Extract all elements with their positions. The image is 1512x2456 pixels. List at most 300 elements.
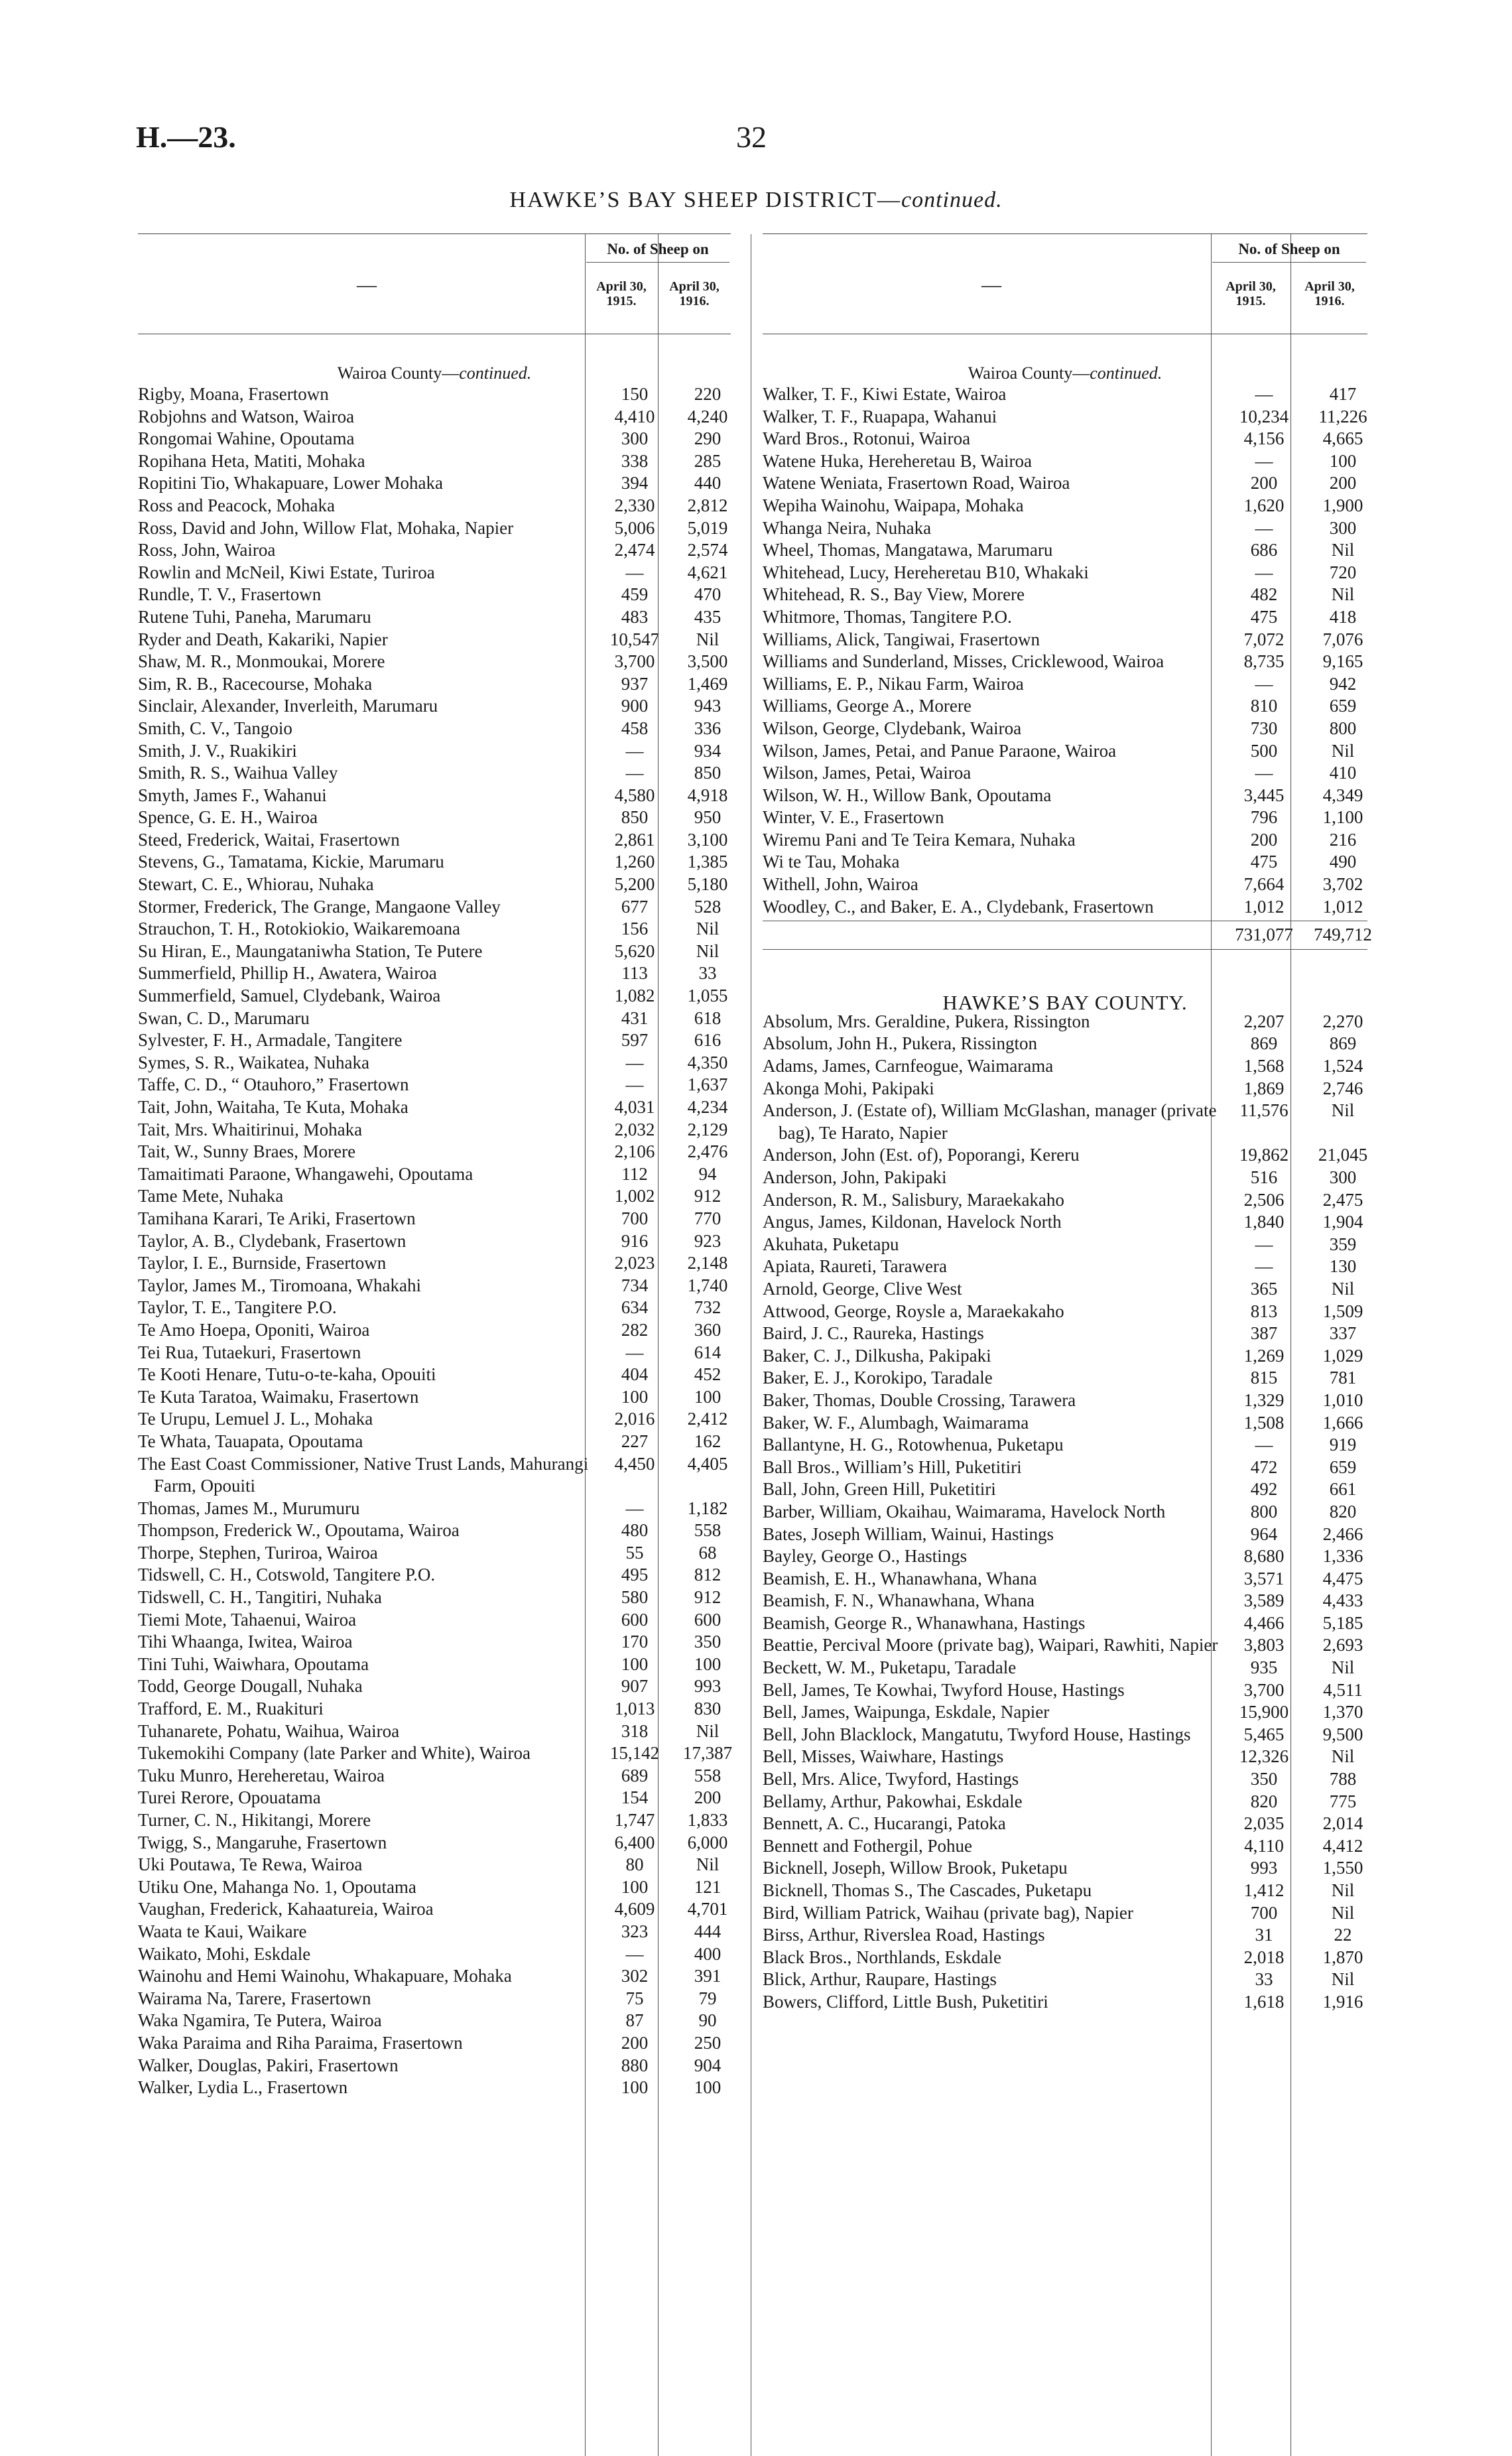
table-row [138, 1787, 731, 1809]
table-row [138, 1208, 731, 1230]
owner-name: Strauchon, T. H., Rotokiokio, Waikaremoana [138, 919, 460, 939]
table-row [138, 1898, 731, 1921]
sheep-1915: — [1255, 1234, 1273, 1254]
owner-name: Bennett, A. C., Hucarangi, Patoka [763, 1813, 1006, 1834]
sheep-1916: 444 [694, 1921, 722, 1941]
table-row [763, 1278, 1367, 1301]
owner-name: Tuku Munro, Hereheretau, Wairoa [138, 1765, 385, 1785]
table-row [763, 1301, 1367, 1323]
table-row [763, 1256, 1367, 1278]
owner-name: Wilson, James, Petai, Wairoa [763, 763, 972, 783]
sheep-1916: 4,475 [1322, 1568, 1363, 1588]
sheep-1915: 1,840 [1243, 1212, 1285, 1232]
owner-name: Bicknell, Joseph, Willow Brook, Puketapu [763, 1858, 1068, 1878]
sheep-1916: 1,469 [687, 673, 728, 694]
table-row [763, 851, 1367, 873]
sheep-1915: 4,031 [614, 1097, 655, 1117]
owner-name: Whitehead, R. S., Bay View, Morere [763, 584, 1025, 605]
sheep-1915: 394 [621, 473, 649, 493]
sheep-1916: 616 [694, 1030, 722, 1051]
sheep-1916: 923 [694, 1230, 722, 1251]
table-row [138, 807, 731, 829]
table-row [138, 1386, 731, 1409]
sheep-1915: 869 [1250, 1033, 1278, 1054]
owner-name: Bayley, George O., Hastings [763, 1546, 968, 1567]
sheep-1916: 452 [694, 1364, 722, 1385]
sheep-1916: 470 [694, 584, 722, 605]
table-row [763, 1234, 1367, 1256]
sheep-1915: 815 [1250, 1368, 1278, 1388]
sheep-1916: 2,746 [1322, 1078, 1363, 1098]
owner-name: Ball Bros., William’s Hill, Puketitiri [763, 1456, 1022, 1477]
table-row [138, 695, 731, 718]
owner-name: Su Hiran, E., Maungataniwha Station, Te Putere [138, 940, 483, 961]
sheep-1915: 475 [1250, 852, 1278, 872]
sheep-1916: 1,010 [1322, 1390, 1363, 1410]
sheep-1916: 4,433 [1322, 1590, 1363, 1611]
sheep-1916: 360 [694, 1319, 722, 1340]
sheep-1916: 435 [694, 606, 722, 627]
sheep-1916: Nil [1331, 1657, 1355, 1678]
sheep-1915: 11,576 [1239, 1100, 1289, 1121]
table-row [138, 1364, 731, 1386]
owner-name: Whanga Neira, Nuhaka [763, 517, 932, 538]
sheep-1916: 904 [694, 2055, 722, 2075]
table-row [763, 1412, 1367, 1435]
owner-name: Angus, James, Kildonan, Havelock North [763, 1212, 1062, 1232]
owner-name: Thompson, Frederick W., Opoutama, Wairoa [138, 1520, 460, 1541]
table-row [138, 1921, 731, 1943]
sheep-1916: 410 [1329, 763, 1357, 783]
sheep-1915: 404 [621, 1364, 649, 1385]
sheep-1915: 5,620 [614, 940, 655, 961]
left-divider [585, 234, 586, 2456]
table-row [763, 1390, 1367, 1412]
owner-name: Whitehead, Lucy, Hereheretau B10, Whakaki [763, 562, 1089, 582]
sheep-1915: 5,200 [614, 874, 655, 895]
table-row [763, 896, 1367, 919]
table-row [138, 873, 731, 896]
sheep-1915: 634 [621, 1297, 649, 1318]
owner-name: Anderson, John, Pakipaki [763, 1167, 947, 1187]
table-row [763, 1991, 1367, 2014]
sheep-1915: 730 [1250, 718, 1278, 738]
table-row [138, 1698, 731, 1720]
owner-name: Turei Rerore, Opouatama [138, 1787, 321, 1808]
sheep-1916: 1,055 [687, 986, 728, 1006]
owner-name: Black Bros., Northlands, Eskdale [763, 1947, 1001, 1967]
owner-name: Rowlin and McNeil, Kiwi Estate, Turiroa [138, 562, 435, 582]
sheep-1915: 580 [621, 1587, 649, 1608]
owner-name: Bell, John Blacklock, Mangatutu, Twyford House, Hastings [763, 1724, 1191, 1744]
sheep-1916: 94 [698, 1163, 717, 1184]
table-row [138, 851, 731, 873]
sheep-1915: 964 [1250, 1523, 1278, 1544]
sheep-1915: 15,142 [609, 1743, 660, 1764]
sheep-1916: 775 [1329, 1791, 1357, 1811]
sheep-1915: 31 [1255, 1925, 1273, 1945]
right-group-heading: No. of Sheep on [1212, 241, 1366, 263]
owner-name: Williams and Sunderland, Misses, Cricklewood, Wairoa [763, 651, 1165, 672]
sheep-1916: 661 [1329, 1479, 1357, 1500]
sheep-1915: 55 [625, 1542, 644, 1563]
sheep-1916: 659 [1329, 696, 1357, 716]
owner-name: Vaughan, Frederick, Kahaatureia, Wairoa [138, 1899, 434, 1919]
table-row [763, 1523, 1367, 1546]
table-row [138, 1275, 731, 1297]
sheep-1915: 1,269 [1243, 1345, 1285, 1366]
sheep-1916: 3,100 [687, 829, 728, 850]
owner-name: Taylor, I. E., Burnside, Frasertown [138, 1253, 387, 1273]
sheep-1915: 100 [621, 1876, 649, 1897]
table-row [763, 1033, 1367, 1055]
sheep-1916: 100 [694, 1653, 722, 1674]
total-1916: 749,712 [1314, 925, 1372, 945]
sheep-1915: 916 [621, 1230, 649, 1251]
right-name-header: — [981, 274, 1001, 296]
sheep-1915: 200 [1250, 829, 1278, 850]
table-row [138, 1453, 731, 1498]
table-row [763, 1367, 1367, 1390]
table-row [138, 2077, 731, 2099]
table-row [138, 673, 731, 696]
right-rows-hawkes-bay [763, 1011, 1367, 2014]
owner-name: Rutene Tuhi, Paneha, Marumaru [138, 606, 371, 627]
owner-name: Whitmore, Thomas, Tangitere P.O. [763, 606, 1012, 627]
left-name-header: — [357, 274, 377, 296]
sheep-1915: 820 [1250, 1791, 1278, 1811]
sheep-1915: 850 [621, 807, 649, 828]
sheep-1916: Nil [1331, 1902, 1355, 1923]
sheep-1916: 100 [1329, 450, 1357, 471]
owner-name: Ross, John, Wairoa [138, 540, 276, 560]
owner-name: Beckett, W. M., Puketapu, Taradale [763, 1657, 1017, 1678]
table-row [763, 1545, 1367, 1568]
sheep-1915: 200 [621, 2032, 649, 2053]
sheep-1916: 993 [694, 1676, 722, 1697]
owner-name: Anderson, John (Est. of), Poporangi, Kereru [763, 1145, 1080, 1165]
sheep-1915: 75 [625, 1988, 644, 2008]
table-row [763, 1813, 1367, 1835]
table-row [138, 629, 731, 651]
sheep-1916: Nil [1331, 740, 1355, 761]
owner-name: Robjohns and Watson, Wairoa [138, 406, 355, 426]
owner-name: Ropihana Heta, Matiti, Mohaka [138, 450, 365, 471]
sheep-1915: 100 [621, 1653, 649, 1674]
table-row [138, 896, 731, 919]
owner-name: Attwood, George, Roysle a, Maraekakaho [763, 1301, 1064, 1321]
sheep-1915: 2,032 [614, 1119, 655, 1139]
sheep-1916: 3,500 [687, 651, 728, 672]
owner-name: Steed, Frederick, Waitai, Frasertown [138, 829, 400, 850]
sheep-1915: 8,735 [1243, 651, 1285, 672]
owner-name: Tiemi Mote, Tahaenui, Wairoa [138, 1609, 357, 1630]
sheep-1915: — [625, 1943, 644, 1964]
sheep-1916: 7,076 [1322, 629, 1363, 649]
sheep-1915: 150 [621, 384, 649, 404]
sheep-1915: 492 [1250, 1479, 1278, 1500]
table-row [138, 1029, 731, 1052]
table-row [138, 428, 731, 450]
sheep-1915: 516 [1250, 1167, 1278, 1187]
owner-name: Baker, C. J., Dilkusha, Pakipaki [763, 1345, 991, 1366]
owner-name: Ross and Peacock, Mohaka [138, 495, 335, 515]
table-row [138, 940, 731, 963]
sheep-1915: 689 [621, 1765, 649, 1785]
table-row [138, 1965, 731, 1988]
owner-name: Utiku One, Mahanga No. 1, Opoutama [138, 1876, 416, 1897]
sheep-1915: 33 [1255, 1969, 1273, 1990]
table-row [138, 985, 731, 1007]
sheep-1915: 734 [621, 1275, 649, 1295]
sheep-1915: — [625, 1498, 644, 1518]
sheep-1916: 200 [694, 1787, 722, 1808]
owner-name: Williams, George A., Morere [763, 696, 972, 716]
sheep-1915: 7,072 [1243, 629, 1285, 649]
sheep-1916: 418 [1329, 606, 1357, 627]
sheep-1916: 2,476 [687, 1141, 728, 1162]
sheep-1916: 1,740 [687, 1275, 728, 1295]
sheep-1916: 1,916 [1322, 1991, 1363, 2012]
table-row [138, 1297, 731, 1319]
table-row [763, 695, 1367, 718]
owner-name: Baird, J. C., Raureka, Hastings [763, 1323, 984, 1344]
sheep-1915: 113 [621, 963, 648, 984]
sheep-1915: — [625, 740, 644, 761]
sheep-1916: 1,509 [1322, 1301, 1363, 1321]
sheep-1915: 810 [1250, 696, 1278, 716]
sheep-1915: 1,620 [1243, 495, 1285, 515]
table-row [763, 1144, 1367, 1167]
sheep-1916: 912 [694, 1587, 722, 1608]
owner-name: Thorpe, Stephen, Turiroa, Wairoa [138, 1542, 378, 1563]
right-divider [1211, 234, 1212, 2456]
owner-name: Te Urupu, Lemuel J. L., Mohaka [138, 1409, 373, 1429]
sheep-1915: 3,571 [1243, 1568, 1285, 1588]
table-row [138, 1675, 731, 1698]
owner-name: Tini Tuhi, Waiwhara, Opoutama [138, 1653, 369, 1674]
table-row [138, 2032, 731, 2055]
table-row [763, 740, 1367, 763]
owner-name: Beattie, Percival Moore (private bag), Waipari, Rawhiti, Napier [763, 1635, 1218, 1655]
sheep-1916: 558 [694, 1520, 722, 1541]
owner-name: Baker, E. J., Korokipo, Taradale [763, 1368, 993, 1388]
sheep-1916: 820 [1329, 1501, 1357, 1521]
sheep-1915: — [1255, 562, 1273, 582]
right-col-1916: April 30, 1916. [1304, 279, 1355, 308]
owner-name: Walker, Douglas, Pakiri, Frasertown [138, 2055, 399, 2075]
sheep-1916: 250 [694, 2032, 722, 2053]
owner-name: Wilson, George, Clydebank, Wairoa [763, 718, 1022, 738]
table-row [763, 1100, 1367, 1144]
sheep-1915: 1,568 [1243, 1056, 1285, 1076]
owner-name: Wi te Tau, Mohaka [763, 852, 900, 872]
sheep-1916: 4,412 [1322, 1835, 1363, 1856]
table-row [138, 1943, 731, 1966]
owner-name: Baker, Thomas, Double Crossing, Tarawera [763, 1390, 1076, 1410]
sheep-1916: Nil [696, 1720, 720, 1741]
sheep-1915: 15,900 [1239, 1702, 1289, 1722]
sheep-1915: — [625, 763, 644, 783]
sheep-1916: Nil [1331, 1880, 1355, 1900]
table-row [763, 1612, 1367, 1635]
sheep-1916: 391 [694, 1966, 722, 1986]
table-row [763, 1189, 1367, 1212]
table-row [138, 1252, 731, 1275]
sheep-1915: 459 [621, 584, 649, 605]
sheep-1915: 4,110 [1244, 1835, 1284, 1856]
table-row [138, 1007, 731, 1030]
table-row [138, 406, 731, 428]
sheep-1915: 2,506 [1243, 1189, 1285, 1210]
table-row [763, 1657, 1367, 1679]
sheep-1915: 500 [1250, 740, 1278, 761]
table-row [138, 383, 731, 406]
table-row [138, 1230, 731, 1253]
owner-name: Blick, Arthur, Raupare, Hastings [763, 1969, 997, 1990]
table-row [763, 428, 1367, 450]
sheep-1915: 1,082 [614, 986, 655, 1006]
sheep-1915: — [625, 1074, 644, 1095]
sheep-1916: 850 [694, 763, 722, 783]
owner-name: Stormer, Frederick, The Grange, Mangaone Valley [138, 896, 501, 917]
sheep-1916: 100 [694, 1386, 722, 1407]
title-continued: continued. [901, 188, 1003, 212]
owner-name: Te Amo Hoepa, Oponiti, Wairoa [138, 1319, 370, 1340]
owner-name: Taylor, T. E., Tangitere P.O. [138, 1297, 337, 1318]
sheep-1915: 480 [621, 1520, 649, 1541]
owner-name: Bates, Joseph William, Wainui, Hastings [763, 1523, 1054, 1544]
table-row [763, 1857, 1367, 1880]
table-row [763, 406, 1367, 428]
owner-name: Wilson, W. H., Willow Bank, Opoutama [763, 785, 1052, 805]
sheep-1916: 732 [694, 1297, 722, 1318]
sheep-1915: 907 [621, 1676, 649, 1697]
owner-name: Waka Ngamira, Te Putera, Wairoa [138, 2010, 382, 2031]
table-row [763, 1456, 1367, 1479]
sheep-1915: 475 [1250, 606, 1278, 627]
owner-name: Taylor, A. B., Clydebank, Frasertown [138, 1230, 407, 1251]
sheep-1916: 1,666 [1322, 1412, 1363, 1433]
table-row [138, 1742, 731, 1765]
right-col-1915: April 30, 1915. [1226, 279, 1276, 308]
sheep-1916: Nil [1331, 1278, 1355, 1299]
owner-name: Withell, John, Wairoa [763, 874, 918, 895]
owner-name: Ropitini Tio, Whakapuare, Lower Mohaka [138, 473, 443, 493]
total-1915: 731,077 [1235, 925, 1293, 945]
sheep-1915: 323 [621, 1921, 649, 1941]
sheep-1916: 130 [1329, 1256, 1357, 1277]
sheep-1915: 458 [621, 718, 649, 738]
left-table-header [138, 233, 731, 334]
owner-name: Bowers, Clifford, Little Bush, Puketitiri [763, 1991, 1048, 2012]
table-row [763, 1947, 1367, 1969]
table-row [138, 651, 731, 673]
table-row [138, 1319, 731, 1342]
owner-name: Stevens, G., Tamatama, Kickie, Marumaru [138, 852, 444, 872]
table-row [763, 1011, 1367, 1033]
sheep-1915: — [1255, 763, 1273, 783]
owner-name: Symes, S. R., Waikatea, Nuhaka [138, 1052, 370, 1072]
sheep-1915: 3,700 [614, 651, 655, 672]
page-title [0, 188, 1512, 213]
sheep-1915: — [1255, 450, 1273, 471]
table-row [763, 718, 1367, 740]
sheep-1916: 2,412 [687, 1409, 728, 1429]
sheep-1915: 2,474 [614, 540, 655, 560]
sheep-1916: 350 [694, 1632, 722, 1652]
table-row [763, 873, 1367, 896]
owner-name: Tait, John, Waitaha, Te Kuta, Mohaka [138, 1097, 409, 1117]
table-row [138, 1431, 731, 1453]
table-row [138, 539, 731, 562]
sheep-1915: 302 [621, 1966, 649, 1986]
table-row [138, 1542, 731, 1565]
sheep-1916: 2,270 [1322, 1011, 1363, 1031]
table-row [138, 1408, 731, 1431]
sheep-1915: 2,035 [1243, 1813, 1285, 1834]
sheep-1915: 338 [621, 450, 649, 471]
sheep-1916: 2,148 [687, 1253, 728, 1273]
table-row [763, 629, 1367, 651]
owner-name: Watene Huka, Hereheretau B, Wairoa [763, 450, 1032, 471]
table-row [763, 1924, 1367, 1947]
table-row [763, 807, 1367, 829]
sheep-1916: Nil [1331, 1100, 1355, 1121]
sheep-1916: 2,466 [1322, 1523, 1363, 1544]
sheep-1916: 9,500 [1322, 1724, 1363, 1744]
owner-name: Bell, James, Te Kowhai, Twyford House, Hastings [763, 1679, 1125, 1700]
table-row [763, 1880, 1367, 1902]
owner-name: Te Kuta Taratoa, Waimaku, Frasertown [138, 1386, 419, 1407]
owner-name: Twigg, S., Mangaruhe, Frasertown [138, 1832, 387, 1852]
sheep-1915: 3,445 [1243, 785, 1285, 805]
sheep-1916: 830 [694, 1699, 722, 1719]
sheep-1916: 5,185 [1322, 1612, 1363, 1633]
owner-name: Ward Bros., Rotonui, Wairoa [763, 428, 971, 449]
sheep-1916: 440 [694, 473, 722, 493]
sheep-1916: 79 [698, 1988, 717, 2008]
sheep-1915: 935 [1250, 1657, 1278, 1678]
owner-name: Anderson, R. M., Salisbury, Maraekakaho [763, 1189, 1064, 1210]
left-divider-2 [658, 234, 659, 2456]
sheep-1915: 4,580 [614, 785, 655, 805]
table-row [138, 918, 731, 940]
sheep-1916: 600 [694, 1609, 722, 1630]
sheep-1915: 2,016 [614, 1409, 655, 1429]
table-row [763, 1791, 1367, 1813]
sheep-1915: 365 [1250, 1278, 1278, 1299]
owner-name: Absolum, Mrs. Geraldine, Pukera, Rissington [763, 1011, 1090, 1031]
sheep-1916: 100 [694, 2077, 722, 2098]
sheep-1915: 800 [1250, 1501, 1278, 1521]
table-row [763, 517, 1367, 540]
sheep-1916: 1,870 [1322, 1947, 1363, 1967]
owner-name: Akonga Mohi, Pakipaki [763, 1078, 934, 1098]
owner-name: Tamihana Karari, Te Ariki, Frasertown [138, 1208, 416, 1228]
sheep-1915: 495 [621, 1565, 649, 1585]
sheep-1915: 700 [621, 1208, 649, 1228]
owner-name: Bird, William Patrick, Waihau (private bag), Napier [763, 1902, 1133, 1923]
owner-name: Walker, Lydia L., Frasertown [138, 2077, 348, 2098]
left-col-1916: April 30, 1916. [669, 279, 720, 308]
sheep-1916: 3,702 [1322, 874, 1363, 895]
wairoa-total-row [763, 921, 1372, 950]
table-row [138, 1609, 731, 1632]
table-row [763, 829, 1367, 852]
table-row [138, 1119, 731, 1141]
owner-name: Wilson, James, Petai, and Panue Paraone, Wairoa [763, 740, 1117, 761]
